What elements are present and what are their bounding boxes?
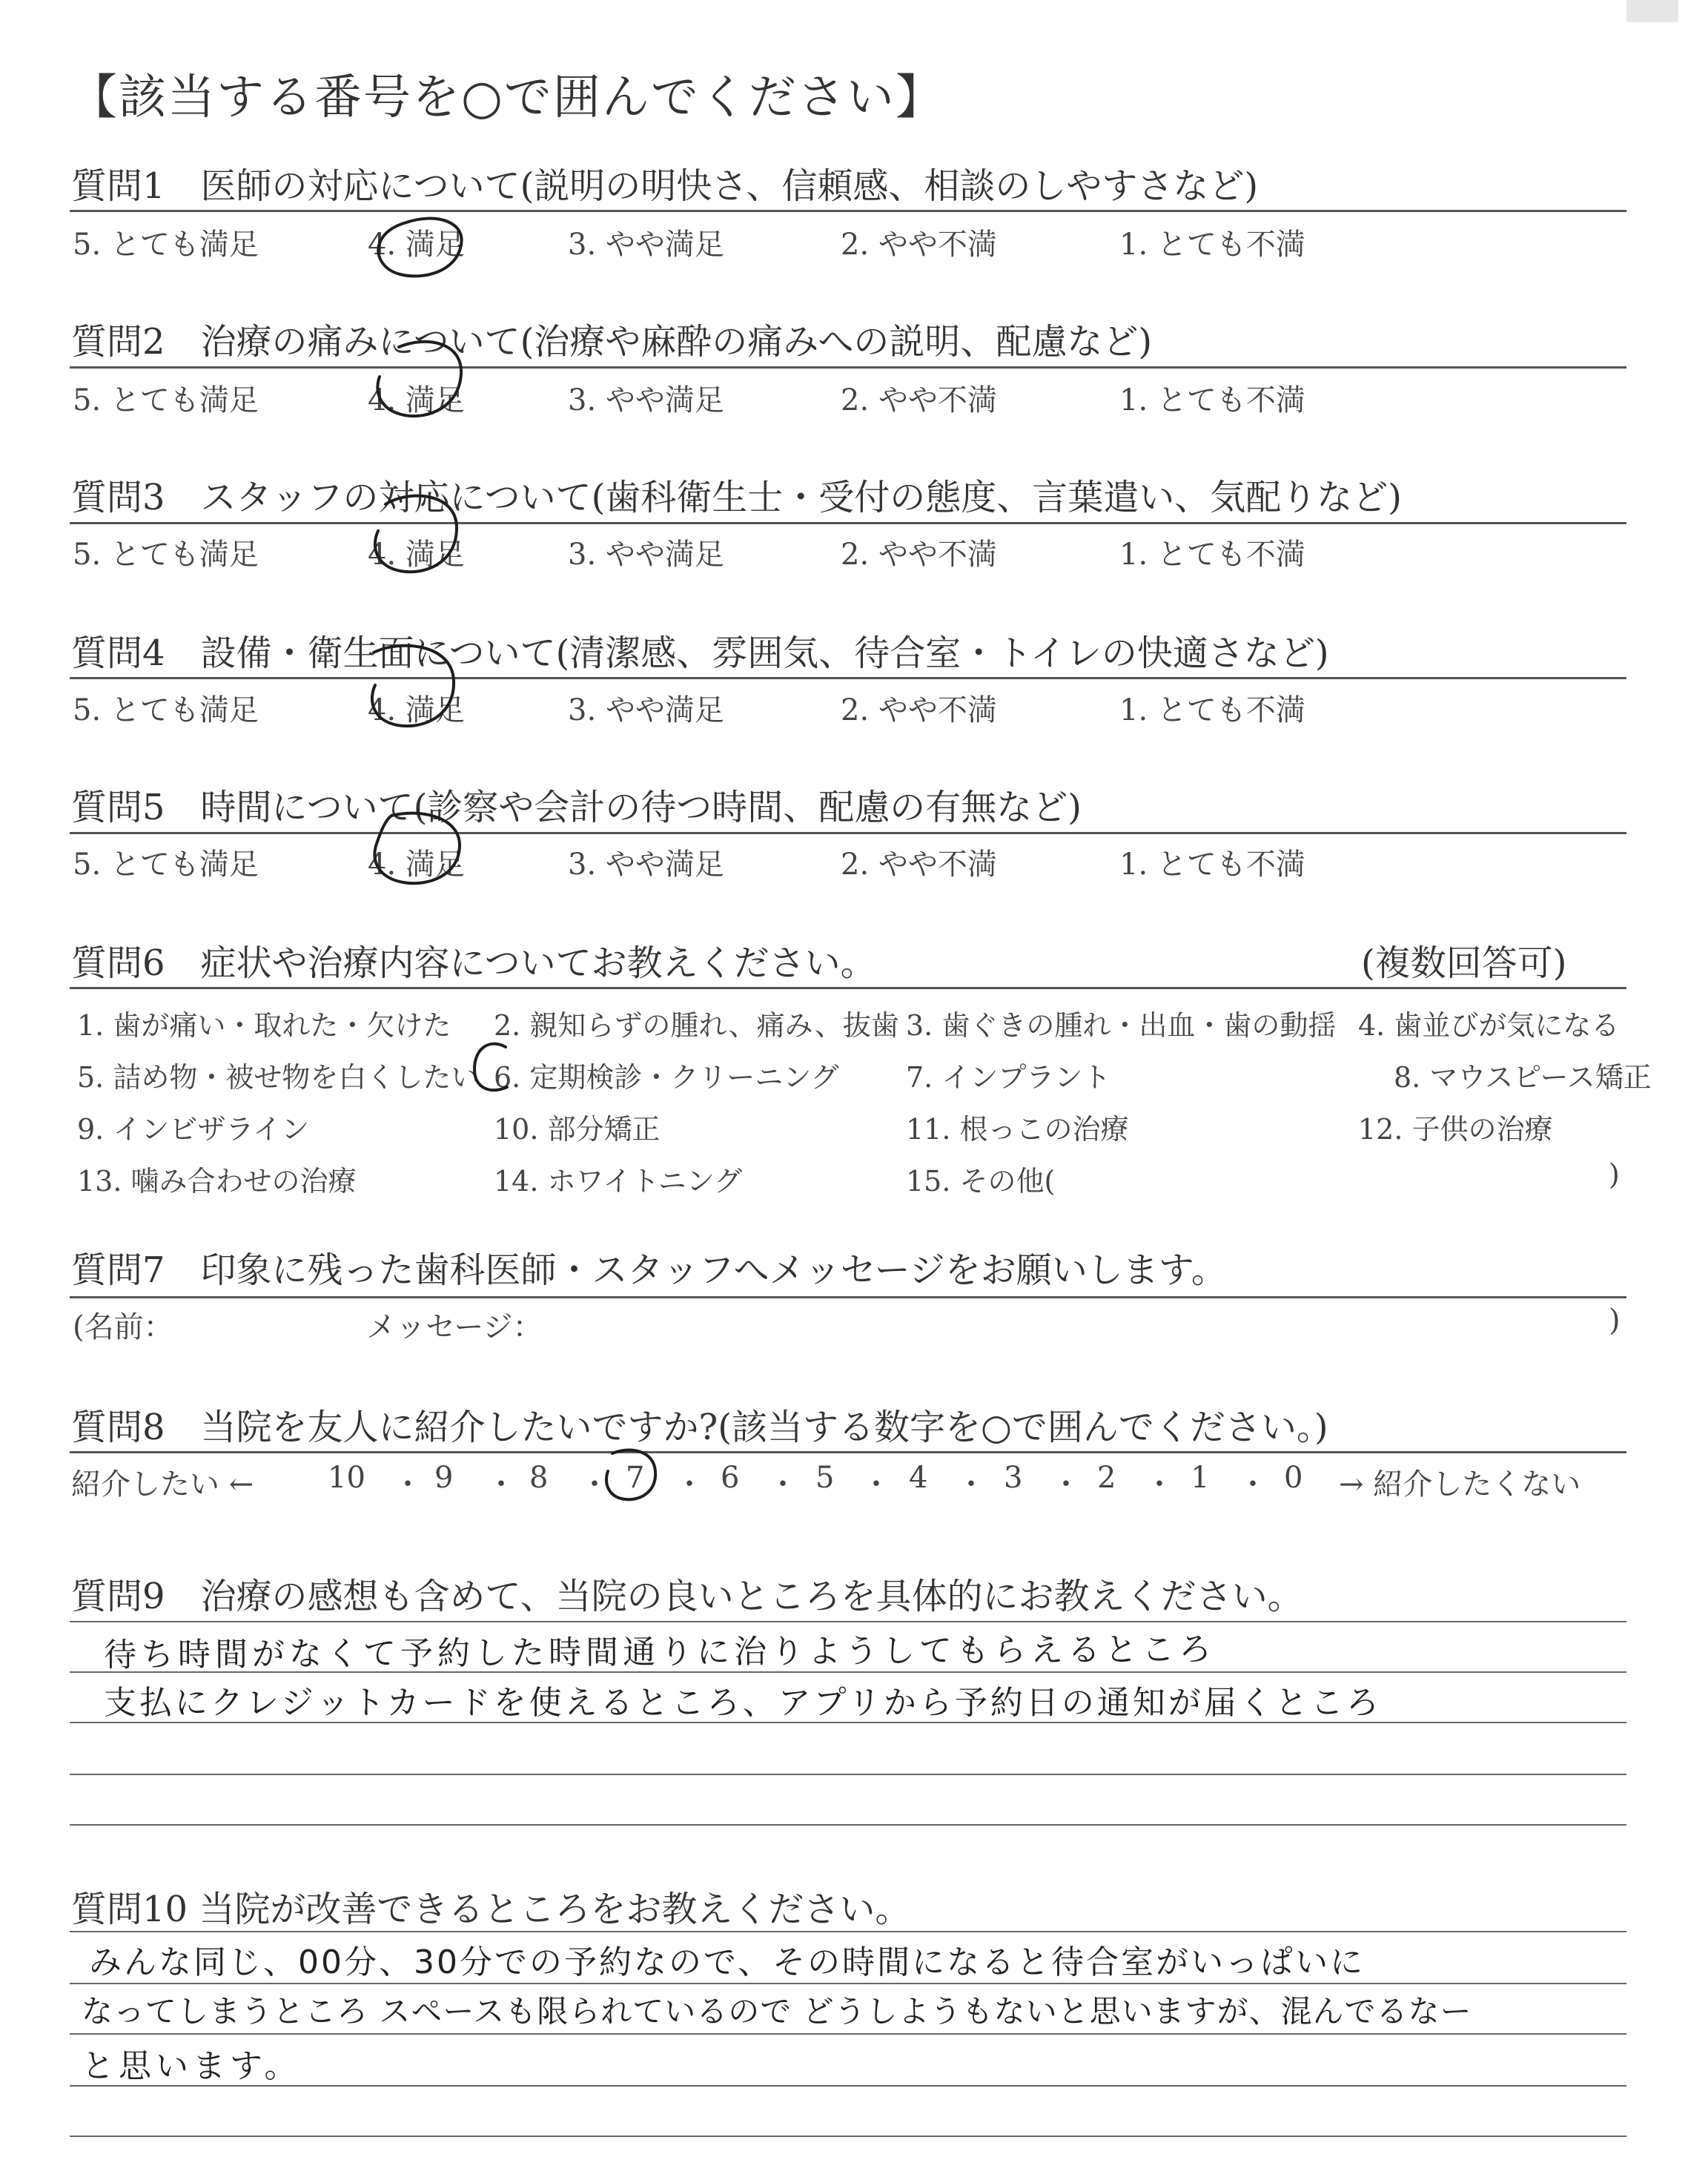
q4-option-2[interactable]: 2. やや不満	[841, 693, 997, 727]
q6-item-14[interactable]: 14. ホワイトニング	[494, 1165, 743, 1198]
q4-option-5[interactable]: 5. とても満足	[73, 693, 259, 727]
q5-option-2[interactable]: 2. やや不満	[841, 848, 997, 882]
q5-option-5[interactable]: 5. とても満足	[73, 848, 259, 882]
q1-option-3[interactable]: 3. やや満足	[568, 228, 724, 262]
answer-line	[70, 1824, 1626, 1826]
q6-item-10[interactable]: 10. 部分矯正	[494, 1113, 661, 1146]
q8-left-label: 紹介したい ←	[71, 1467, 254, 1502]
divider	[70, 677, 1626, 679]
question-8-title: 質問8 当院を友人に紹介したいですか?(該当する数字を○で囲んでください。)	[71, 1407, 1328, 1448]
q3-option-3[interactable]: 3. やや満足	[568, 538, 724, 572]
question-4-title: 質問4 設備・衛生面について(清潔感、雰囲気、待合室・トイレの快適さなど)	[71, 633, 1329, 674]
divider	[70, 210, 1626, 212]
q6-item-12[interactable]: 12. 子供の治療	[1358, 1113, 1553, 1146]
divider	[70, 1451, 1626, 1453]
question-3-title: 質問3 スタッフの対応について(歯科衛生士・受付の態度、言葉遣い、気配りなど)	[71, 477, 1403, 518]
q8-num-1[interactable]: 1	[1191, 1461, 1210, 1495]
answer-line	[70, 1774, 1626, 1775]
q3-option-2[interactable]: 2. やや不満	[841, 538, 997, 572]
question-9-title: 質問9 治療の感想も含めて、当院の良いところを具体的にお教えください。	[71, 1576, 1303, 1617]
q3-option-5[interactable]: 5. とても満足	[73, 538, 259, 572]
q2-option-5[interactable]: 5. とても満足	[73, 383, 259, 417]
question-5-title: 質問5 時間について(診察や会計の待つ時間、配慮の有無など)	[71, 787, 1082, 828]
q1-option-1[interactable]: 1. とても不満	[1119, 228, 1305, 262]
q7-name-label: (名前：	[73, 1310, 173, 1344]
q8-dot: ・	[393, 1467, 423, 1502]
q8-dot: ・	[768, 1467, 798, 1502]
q10-answer-line-3[interactable]: と思います。	[82, 2047, 302, 2085]
q8-num-2[interactable]: 2	[1097, 1461, 1116, 1495]
answer-line	[70, 1931, 1626, 1932]
q8-dot: ・	[1145, 1467, 1174, 1502]
divider	[70, 366, 1626, 369]
q4-option-3[interactable]: 3. やや満足	[568, 693, 724, 727]
q6-item-4[interactable]: 4. 歯並びが気になる	[1358, 1009, 1620, 1042]
question-1-title: 質問1 医師の対応について(説明の明快さ、信頼感、相談のしやすさなど)	[71, 165, 1259, 207]
q5-option-4[interactable]: 4. 満足	[368, 848, 465, 882]
q7-message-label: メッセージ：	[366, 1310, 543, 1344]
answer-line	[70, 1983, 1626, 1984]
q8-num-8[interactable]: 8	[529, 1461, 549, 1495]
q8-num-10[interactable]: 10	[328, 1461, 365, 1495]
q9-answer-line-1[interactable]: 待ち時間がなくて予約した時間通りに治りようしてもらえるところ	[103, 1631, 1217, 1674]
q3-option-4[interactable]: 4. 満足	[368, 538, 465, 572]
answer-line	[70, 2085, 1626, 2087]
q8-num-4[interactable]: 4	[909, 1461, 928, 1495]
q8-dot: ・	[1238, 1467, 1268, 1502]
q8-dot: ・	[675, 1467, 704, 1502]
q7-close: )	[1609, 1304, 1621, 1338]
q8-dot: ・	[956, 1467, 986, 1502]
q8-num-9[interactable]: 9	[434, 1461, 454, 1495]
question-2-title: 質問2 治療の痛みについて(治療や麻酔の痛みへの説明、配慮など)	[71, 321, 1153, 363]
q6-item-7[interactable]: 7. インプラント	[906, 1061, 1111, 1094]
divider	[70, 1296, 1626, 1298]
scan-corner-mark	[1626, 0, 1678, 22]
q8-right-label: → 紹介したくない	[1339, 1467, 1581, 1502]
q8-num-6[interactable]: 6	[721, 1461, 740, 1495]
divider	[70, 832, 1626, 834]
question-6-title: 質問6 症状や治療内容についてお教えください。	[71, 942, 876, 984]
q4-option-4[interactable]: 4. 満足	[368, 693, 465, 727]
q6-item-3[interactable]: 3. 歯ぐきの腫れ・出血・歯の動揺	[906, 1009, 1337, 1042]
q9-answer-line-2[interactable]: 支払にクレジットカードを使えるところ、アプリから予約日の通知が届くところ	[104, 1684, 1382, 1722]
q8-dot: ・	[1051, 1467, 1081, 1502]
q8-dot: ・	[486, 1467, 516, 1502]
q8-num-3[interactable]: 3	[1004, 1461, 1023, 1495]
divider	[70, 522, 1626, 524]
q5-option-1[interactable]: 1. とても不満	[1119, 848, 1305, 882]
q1-option-4[interactable]: 4. 満足	[368, 228, 465, 262]
question-6-note: (複数回答可)	[1361, 942, 1567, 984]
q4-option-1[interactable]: 1. とても不満	[1119, 693, 1305, 727]
q8-dot: ・	[861, 1467, 891, 1502]
q6-item-6[interactable]: 6. 定期検診・クリーニング	[494, 1061, 839, 1094]
q3-option-1[interactable]: 1. とても不満	[1119, 538, 1305, 572]
question-7-title: 質問7 印象に残った歯科医師・スタッフへメッセージをお願いします。	[71, 1249, 1227, 1291]
q6-item-5[interactable]: 5. 詰め物・被せ物を白くしたい	[77, 1061, 480, 1094]
q8-dot: ・	[580, 1467, 609, 1502]
divider	[70, 987, 1626, 989]
q6-item-13[interactable]: 13. 噛み合わせの治療	[77, 1165, 357, 1198]
answer-line	[70, 1621, 1626, 1622]
q2-option-1[interactable]: 1. とても不満	[1119, 383, 1305, 417]
q8-num-0[interactable]: 0	[1284, 1461, 1303, 1495]
q6-item-8[interactable]: 8. マウスピース矯正	[1394, 1061, 1652, 1094]
q6-item-15-close: )	[1609, 1158, 1620, 1191]
question-10-title: 質問10 当院が改善できるところをお教えください。	[71, 1889, 911, 1930]
q2-option-4[interactable]: 4. 満足	[368, 383, 465, 417]
q8-num-7[interactable]: 7	[626, 1461, 645, 1495]
q6-item-11[interactable]: 11. 根っこの治療	[906, 1113, 1129, 1146]
answer-line	[70, 2136, 1626, 2137]
q8-num-5[interactable]: 5	[815, 1461, 835, 1495]
q6-item-9[interactable]: 9. インビザライン	[77, 1113, 310, 1146]
q2-option-3[interactable]: 3. やや満足	[568, 383, 724, 417]
q5-option-3[interactable]: 3. やや満足	[568, 848, 724, 882]
q2-option-2[interactable]: 2. やや不満	[841, 383, 997, 417]
form-header: 【該当する番号を○で囲んでください】	[70, 70, 944, 125]
answer-line	[70, 2033, 1626, 2035]
q6-item-1[interactable]: 1. 歯が痛い・取れた・欠けた	[77, 1009, 451, 1042]
q6-item-15[interactable]: 15. その他(	[906, 1165, 1056, 1198]
q1-option-5[interactable]: 5. とても満足	[73, 228, 259, 262]
q6-item-2[interactable]: 2. 親知らずの腫れ、痛み、抜歯	[494, 1009, 899, 1042]
q1-option-2[interactable]: 2. やや不満	[841, 228, 997, 262]
q10-answer-line-2[interactable]: なってしまうところ スペースも限られているので どうしようもないと思いますが、混んでるなー	[82, 1993, 1472, 2029]
q10-answer-line-1[interactable]: みんな同じ、00分、30分での予約なので、その時間になると待合室がいっぱいに	[89, 1943, 1366, 1981]
